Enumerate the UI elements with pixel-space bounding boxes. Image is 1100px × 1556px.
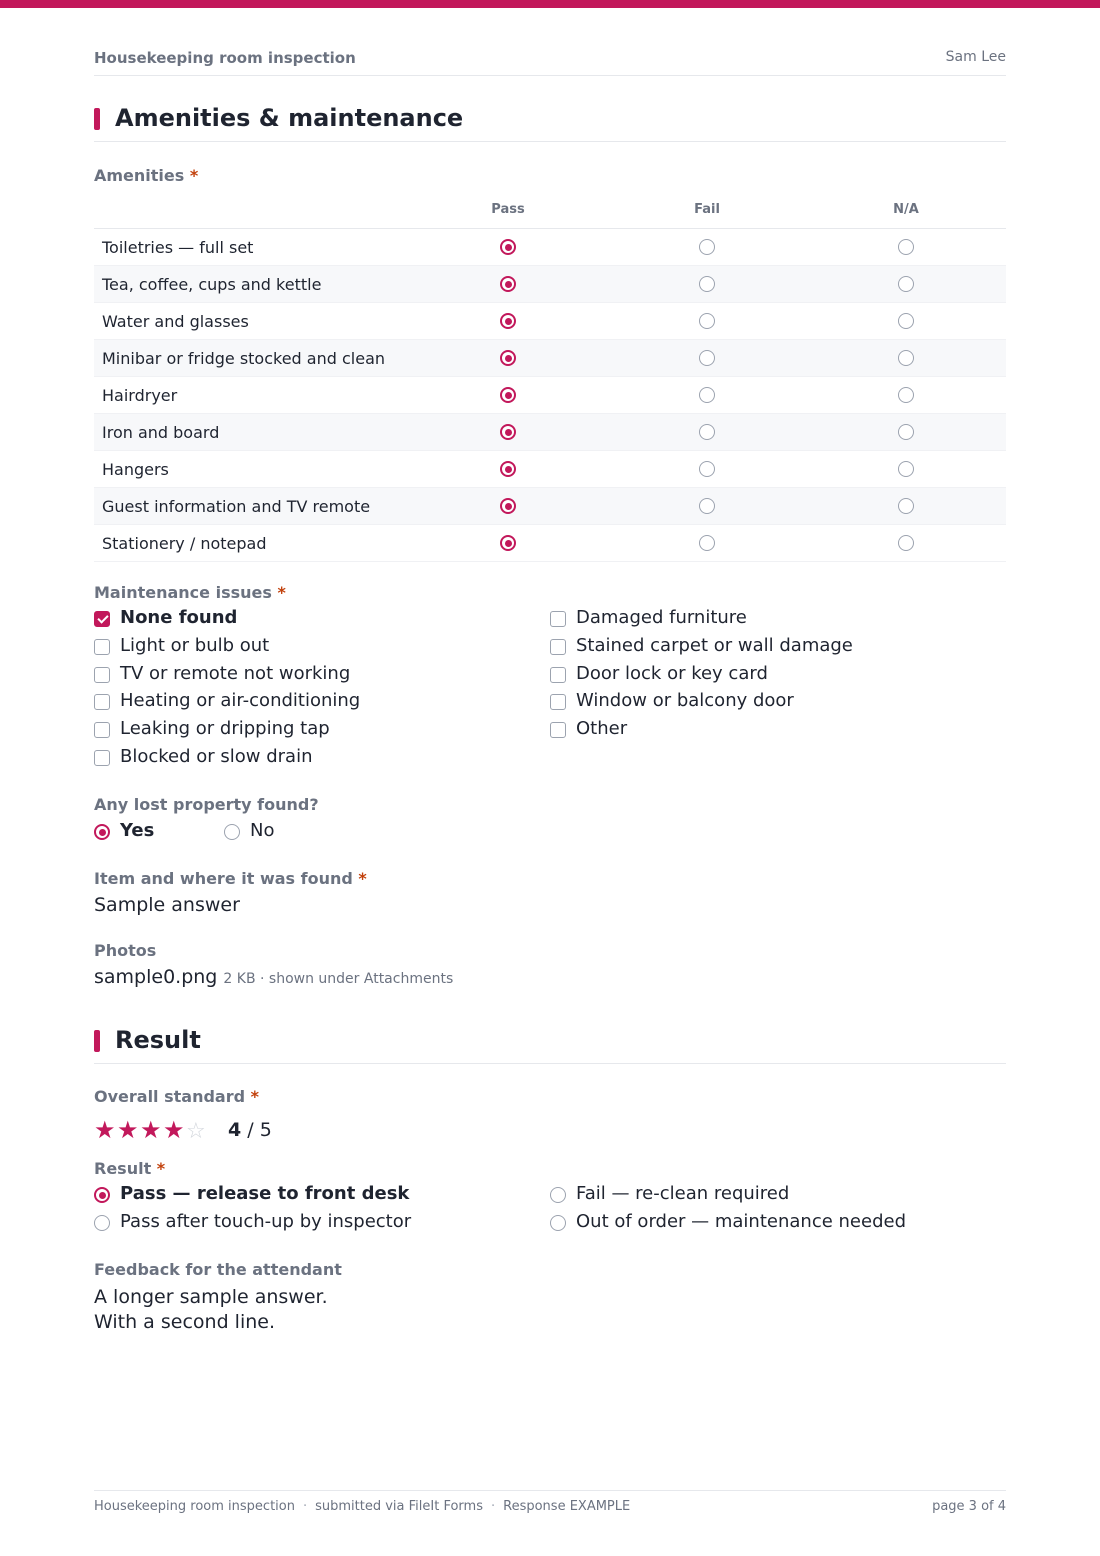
matrix-cell <box>500 276 516 292</box>
checkbox-unchecked[interactable] <box>550 639 566 655</box>
photo-attachment <box>94 965 453 992</box>
required-marker: * <box>250 1087 260 1106</box>
matrix-cell <box>500 498 516 514</box>
required-marker: * <box>156 1159 166 1178</box>
matrix-row <box>94 525 1006 562</box>
matrix-row <box>94 303 1006 340</box>
option-label: Pass — release to front desk <box>120 1183 410 1204</box>
star-filled-icon: ★ <box>117 1116 139 1144</box>
matrix-cell <box>699 350 715 366</box>
matrix-cell <box>500 461 516 477</box>
radio-pass[interactable] <box>500 461 516 477</box>
matrix-cell <box>500 350 516 366</box>
matrix-cell <box>898 424 914 440</box>
required-marker: * <box>358 869 367 888</box>
photos-label: Photos <box>94 941 157 960</box>
column-header-fail: Fail <box>694 202 720 217</box>
column-header-na: N/A <box>893 202 919 217</box>
photo-file-name[interactable]: sample0.png <box>94 966 218 988</box>
amenities-matrix <box>94 192 1006 562</box>
radio-fail[interactable] <box>699 424 715 440</box>
option-label: Pass after touch-up by inspector <box>120 1211 412 1232</box>
matrix-header <box>94 192 1006 229</box>
feedback-answer-line-1: A longer sample answer. <box>94 1286 328 1308</box>
required-marker: * <box>189 166 199 185</box>
radio-na[interactable] <box>898 498 914 514</box>
matrix-row <box>94 377 1006 414</box>
column-header-pass: Pass <box>491 202 525 217</box>
amenities-label-text: Amenities <box>94 166 185 185</box>
radio-selected[interactable] <box>94 824 110 840</box>
section-title: Result <box>115 1026 201 1054</box>
document-header <box>94 48 1006 76</box>
radio-pass[interactable] <box>500 350 516 366</box>
matrix-cell <box>699 424 715 440</box>
rating-max: / 5 <box>247 1119 272 1141</box>
option-label: Heating or air-conditioning <box>120 690 361 712</box>
footer-response-id: Response EXAMPLE <box>503 1499 631 1514</box>
form-title: Housekeeping room inspection <box>94 49 356 67</box>
radio-fail[interactable] <box>699 535 715 551</box>
radio-na[interactable] <box>898 461 914 477</box>
option-label: Out of order — maintenance needed <box>576 1211 906 1232</box>
rating-score: 4 <box>228 1119 242 1141</box>
matrix-row-label: Toiletries — full set <box>102 238 254 257</box>
footer-separator: · <box>490 1499 496 1514</box>
matrix-row <box>94 266 1006 303</box>
checkbox-checked[interactable] <box>94 611 110 627</box>
matrix-cell <box>500 313 516 329</box>
radio-na[interactable] <box>898 350 914 366</box>
footer-separator: · <box>302 1499 308 1514</box>
matrix-cell <box>699 239 715 255</box>
radio-pass[interactable] <box>500 313 516 329</box>
matrix-cell <box>898 461 914 477</box>
checkbox-unchecked[interactable] <box>94 750 110 766</box>
option-label: Blocked or slow drain <box>120 746 313 767</box>
matrix-cell <box>898 535 914 551</box>
radio-fail[interactable] <box>699 276 715 292</box>
section-title: Amenities & maintenance <box>115 104 464 132</box>
matrix-cell <box>898 276 914 292</box>
radio-unselected[interactable] <box>224 824 240 840</box>
matrix-cell <box>699 387 715 403</box>
option-label: None found <box>120 607 238 628</box>
radio-pass[interactable] <box>500 239 516 255</box>
radio-unselected[interactable] <box>94 1215 110 1231</box>
option-label: Stained carpet or wall damage <box>576 634 853 656</box>
option-label: Door lock or key card <box>576 662 768 684</box>
checkbox-unchecked[interactable] <box>550 694 566 710</box>
star-empty-icon: ☆ <box>186 1119 206 1144</box>
respondent-name: Sam Lee <box>945 49 1006 65</box>
maintenance-label-text: Maintenance issues <box>94 583 272 602</box>
matrix-row-label: Stationery / notepad <box>102 534 267 553</box>
matrix-cell <box>699 313 715 329</box>
option-label: Yes <box>120 820 155 841</box>
radio-na[interactable] <box>898 387 914 403</box>
matrix-row-label: Iron and board <box>102 423 220 442</box>
matrix-cell <box>500 239 516 255</box>
radio-selected[interactable] <box>94 1187 110 1203</box>
radio-na[interactable] <box>898 276 914 292</box>
page-footer <box>94 1490 1006 1520</box>
section-header-result <box>94 1024 1006 1064</box>
radio-fail[interactable] <box>699 387 715 403</box>
rating-value <box>228 1119 272 1141</box>
matrix-row <box>94 229 1006 266</box>
radio-na[interactable] <box>898 424 914 440</box>
matrix-row <box>94 414 1006 451</box>
matrix-cell <box>699 535 715 551</box>
radio-pass[interactable] <box>500 387 516 403</box>
checkbox-unchecked[interactable] <box>94 722 110 738</box>
matrix-row-label: Water and glasses <box>102 312 249 331</box>
feedback-answer-line-2: With a second line. <box>94 1311 275 1333</box>
matrix-cell <box>898 387 914 403</box>
matrix-cell <box>699 498 715 514</box>
star-filled-icon: ★ <box>94 1116 116 1144</box>
option-label: Fail — re-clean required <box>576 1183 790 1204</box>
matrix-cell <box>898 239 914 255</box>
feedback-label: Feedback for the attendant <box>94 1260 342 1279</box>
radio-na[interactable] <box>898 535 914 551</box>
matrix-row-label: Guest information and TV remote <box>102 497 371 516</box>
matrix-row <box>94 451 1006 488</box>
star-filled-icon: ★ <box>140 1116 162 1144</box>
matrix-row-label: Tea, coffee, cups and kettle <box>102 275 322 294</box>
matrix-cell <box>898 350 914 366</box>
option-label: No <box>250 820 275 841</box>
checkbox-unchecked[interactable] <box>94 667 110 683</box>
radio-unselected[interactable] <box>550 1215 566 1231</box>
checkbox-unchecked[interactable] <box>550 722 566 738</box>
photo-file-meta: 2 KB · shown under Attachments <box>223 971 454 987</box>
radio-pass[interactable] <box>500 424 516 440</box>
maintenance-label <box>94 583 286 602</box>
option-label: Window or balcony door <box>576 690 794 712</box>
checkbox-unchecked[interactable] <box>94 639 110 655</box>
radio-pass[interactable] <box>500 535 516 551</box>
overall-standard-label-text: Overall standard <box>94 1087 246 1106</box>
matrix-row-label: Hairdryer <box>102 386 178 405</box>
star-filled-icon: ★ <box>163 1116 185 1144</box>
matrix-cell <box>898 498 914 514</box>
item-found-answer: Sample answer <box>94 894 240 916</box>
section-marker <box>94 108 100 130</box>
radio-na[interactable] <box>898 313 914 329</box>
result-label-text: Result <box>94 1159 152 1178</box>
page-number: page 3 of 4 <box>932 1499 1006 1514</box>
star-list <box>94 1116 209 1144</box>
footer-source: submitted via FileIt Forms <box>315 1499 483 1514</box>
matrix-row-label: Hangers <box>102 460 169 479</box>
lost-property-label: Any lost property found? <box>94 795 319 814</box>
checkbox-unchecked[interactable] <box>550 667 566 683</box>
matrix-cell <box>500 535 516 551</box>
star-rating <box>94 1116 272 1144</box>
required-marker: * <box>277 583 286 602</box>
section-marker <box>94 1030 100 1052</box>
item-found-label <box>94 869 367 888</box>
option-label: TV or remote not working <box>120 662 351 684</box>
matrix-cell <box>898 313 914 329</box>
matrix-row <box>94 340 1006 377</box>
result-label <box>94 1159 165 1178</box>
matrix-cell <box>500 387 516 403</box>
matrix-cell <box>699 461 715 477</box>
footer-info <box>94 1499 630 1514</box>
form-page <box>94 0 1006 1556</box>
item-found-label-text: Item and where it was found <box>94 869 353 888</box>
radio-pass[interactable] <box>500 276 516 292</box>
radio-fail[interactable] <box>699 461 715 477</box>
radio-na[interactable] <box>898 239 914 255</box>
radio-fail[interactable] <box>699 239 715 255</box>
section-header-amenities <box>94 102 1006 142</box>
radio-unselected[interactable] <box>550 1187 566 1203</box>
radio-fail[interactable] <box>699 313 715 329</box>
radio-fail[interactable] <box>699 498 715 514</box>
overall-standard-label <box>94 1087 259 1106</box>
matrix-cell <box>699 276 715 292</box>
matrix-cell <box>500 424 516 440</box>
radio-fail[interactable] <box>699 350 715 366</box>
matrix-row <box>94 488 1006 525</box>
footer-form-name: Housekeeping room inspection <box>94 1499 295 1514</box>
option-label: Damaged furniture <box>576 607 747 628</box>
matrix-row-label: Minibar or fridge stocked and clean <box>102 349 386 368</box>
option-label: Light or bulb out <box>120 634 270 656</box>
option-label: Other <box>576 718 628 740</box>
radio-pass[interactable] <box>500 498 516 514</box>
checkbox-unchecked[interactable] <box>550 611 566 627</box>
matrix-rows <box>94 229 1006 562</box>
amenities-label <box>94 166 198 185</box>
option-label: Leaking or dripping tap <box>120 718 330 740</box>
checkbox-unchecked[interactable] <box>94 694 110 710</box>
